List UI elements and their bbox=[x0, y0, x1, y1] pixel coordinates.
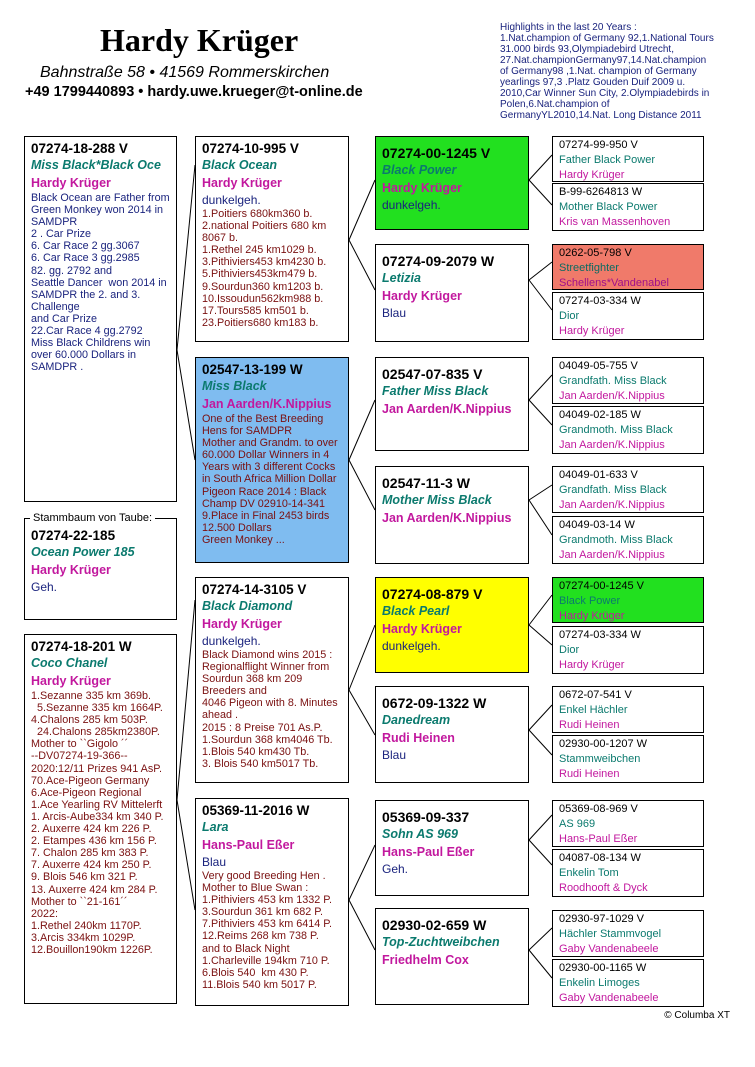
gen4-ring: 07274-03-334 W bbox=[559, 295, 641, 307]
gen4-name: Grandfath. Miss Black bbox=[559, 375, 667, 387]
gen3-box-5 bbox=[375, 577, 529, 673]
gen4-box-12 bbox=[552, 735, 704, 783]
gen4-ring: 04087-08-134 W bbox=[559, 852, 641, 864]
gen4-name: Dior bbox=[559, 644, 580, 656]
gen4-breeder: Jan Aarden/K.Nippius bbox=[559, 390, 665, 402]
gen3-name: Sohn AS 969 bbox=[382, 827, 458, 841]
gen3-box-8 bbox=[375, 908, 529, 1005]
gen4-box-7 bbox=[552, 466, 704, 513]
gen4-box-16 bbox=[552, 959, 704, 1007]
gen4-breeder: Schellens*Vandenabel bbox=[559, 277, 669, 289]
gen2-name: Black Ocean bbox=[202, 158, 278, 172]
gen4-name: Enkelin Limoges bbox=[559, 977, 640, 989]
gen3-name: Letizia bbox=[382, 271, 421, 285]
gen3-ring: 07274-08-879 V bbox=[382, 586, 483, 602]
gen3-name: Father Miss Black bbox=[382, 384, 489, 398]
gen2-ring: 05369-11-2016 W bbox=[202, 803, 310, 818]
gen3-box-7 bbox=[375, 800, 529, 896]
gen2-breeder: Hans-Paul Eßer bbox=[202, 838, 295, 852]
gen4-box-2 bbox=[552, 183, 704, 231]
gen4-name: Mother Black Power bbox=[559, 201, 658, 213]
sire-info: Black Ocean are Father from Green Monkey won 2014 in SAMDPR 2 . Car Prize 6. Car Race 2 gg.3067 6. Car Race 3 gg.2985 82. gg. 2792 and Seattle Dancer won 2014 in SAMDPR the 2. and 3. Challenge and Car Prize 22.Car Race 4 gg.2792 Miss Black Childrens win over 60.000 Dollars in SAMDPR . bbox=[31, 192, 170, 374]
gen3-ring: 02547-07-835 V bbox=[382, 366, 483, 382]
subject-box bbox=[24, 518, 177, 620]
gen4-name: Hächler Stammvogel bbox=[559, 928, 662, 940]
copyright-footer: © Columba XT bbox=[664, 1010, 730, 1021]
gen4-name: Stammweibchen bbox=[559, 753, 641, 765]
gen4-name: Streetfighter bbox=[559, 262, 619, 274]
gen2-name: Black Diamond bbox=[202, 599, 293, 613]
granddam-paternal-box bbox=[195, 357, 349, 563]
gen3-box-3 bbox=[375, 357, 529, 451]
gen4-breeder: Gaby Vandenabeele bbox=[559, 943, 659, 955]
gen3-name: Top-Zuchtweibchen bbox=[382, 935, 500, 949]
gen3-breeder: Jan Aarden/K.Nippius bbox=[382, 402, 512, 416]
dam-ring: 07274-18-201 W bbox=[31, 639, 132, 654]
gen2-breeder: Hardy Krüger bbox=[202, 617, 282, 631]
gen3-color: Blau bbox=[382, 748, 407, 762]
gen4-name: Father Black Power bbox=[559, 154, 655, 166]
gen2-name: Lara bbox=[202, 820, 229, 834]
gen4-ring: 04049-05-755 V bbox=[559, 360, 638, 372]
gen4-ring: 02930-00-1207 W bbox=[559, 738, 648, 750]
gen2-ring: 07274-14-3105 V bbox=[202, 582, 307, 597]
gen3-breeder: Jan Aarden/K.Nippius bbox=[382, 511, 512, 525]
gen4-name: Enkelin Tom bbox=[559, 867, 619, 879]
gen3-breeder: Rudi Heinen bbox=[382, 731, 455, 745]
gen4-name: Grandmoth. Miss Black bbox=[559, 424, 673, 436]
sire-ring: 07274-18-288 V bbox=[31, 141, 128, 156]
granddam-maternal-box bbox=[195, 798, 349, 1006]
gen4-ring: 02930-00-1165 W bbox=[559, 962, 647, 974]
gen4-name: Grandmoth. Miss Black bbox=[559, 534, 673, 546]
gen2-name: Miss Black bbox=[202, 379, 267, 393]
gen4-breeder: Hardy Krüger bbox=[559, 325, 625, 337]
gen4-name: AS 969 bbox=[559, 818, 596, 830]
breeder-address: Bahnstraße 58 • 41569 Rommerskirchen bbox=[40, 64, 330, 81]
gen4-ring: 07274-03-334 W bbox=[559, 629, 641, 641]
gen3-name: Danedream bbox=[382, 713, 451, 727]
gen4-breeder: Rudi Heinen bbox=[559, 768, 620, 780]
gen4-breeder: Hardy Krüger bbox=[559, 169, 625, 181]
gen4-box-15 bbox=[552, 910, 704, 957]
gen2-breeder: Jan Aarden/K.Nippius bbox=[202, 397, 332, 411]
subject-ring: 07274-22-185 bbox=[31, 528, 116, 543]
gen3-box-1 bbox=[375, 136, 529, 230]
dam-info: 1.Sezanne 335 km 369b. 5.Sezanne 335 km 1664P. 4.Chalons 285 km 503P. 24.Chalons 285km2380P. Mother to ``Gigolo ´´ --DV07274-19-366-- 2020:12/11 Prizes 941 AsP. 70.Ace-Pigeon Germany 6.Ace-Pigeon Regional 1.Ace Yearling RV Mittelerft 1. Arcis-Aube334 km 340 P. 2. Auxerre 424 km 226 P. 2. Etampes 436 km 156 P. 7. Chalon 285 km 383 P. 7. Auxerre 424 km 250 P. 9. Blois 546 km 321 P. 13. Auxerre 424 km 284 P. Mother to ``21-161´´ 2022: 1.Rethel 240km 1170P. 3.Arcis 334km 1029P. 12.Bouillon190km 1226P. bbox=[31, 690, 164, 956]
gen4-ring: 0262-05-798 V bbox=[559, 247, 632, 259]
dam-name: Coco Chanel bbox=[31, 656, 108, 670]
gen4-box-3 bbox=[552, 244, 704, 290]
gen3-color: Blau bbox=[382, 306, 407, 320]
gen2-color: dunkelgeh. bbox=[202, 193, 261, 207]
gen4-ring: 04049-03-14 W bbox=[559, 519, 635, 531]
gen2-info: 1.Poitiers 680km360 b. 2.national Poitiers 680 km 8067 b. 1.Rethel 245 km1029 b. 3.Pithiviers453 km4230 b. 5.Pithiviers453km479 b. 9.Sourdun360 km1203 b. 10.Issoudun562km988 b. 17.Tours585 km501 b. 23.Poitiers680 km183 b. bbox=[202, 208, 327, 329]
gen4-breeder: Jan Aarden/K.Nippius bbox=[559, 499, 665, 511]
gen4-breeder: Hans-Paul Eßer bbox=[559, 833, 638, 845]
gen4-ring: 0672-07-541 V bbox=[559, 689, 632, 701]
gen4-box-8 bbox=[552, 516, 704, 564]
gen4-ring: 04049-02-185 W bbox=[559, 409, 641, 421]
dam-box bbox=[24, 634, 177, 1004]
gen3-box-6 bbox=[375, 686, 529, 783]
gen4-breeder: Roodhooft & Dyck bbox=[559, 882, 648, 894]
gen3-breeder: Hans-Paul Eßer bbox=[382, 845, 475, 859]
gen3-ring: 05369-09-337 bbox=[382, 809, 470, 825]
gen3-breeder: Hardy Krüger bbox=[382, 289, 462, 303]
subject-color: Geh. bbox=[31, 580, 58, 594]
gen3-ring: 07274-00-1245 V bbox=[382, 145, 491, 161]
gen4-breeder: Jan Aarden/K.Nippius bbox=[559, 439, 665, 451]
gen4-ring: B-99-6264813 W bbox=[559, 186, 643, 198]
gen4-box-9 bbox=[552, 577, 704, 623]
gen4-breeder: Hardy Krüger bbox=[559, 659, 625, 671]
subject-name: Ocean Power 185 bbox=[31, 545, 135, 559]
gen2-ring: 02547-13-199 W bbox=[202, 362, 303, 377]
subject-breeder: Hardy Krüger bbox=[31, 563, 111, 577]
gen4-box-11 bbox=[552, 686, 704, 733]
breeder-name-title: Hardy Krüger bbox=[100, 22, 299, 58]
gen3-box-4 bbox=[375, 466, 529, 564]
gen2-info: One of the Best Breeding Hens for SAMDPR Mother and Grandm. to over 60.000 Dollar Winners in 4 Years with 3 different Cocks in South Africa Million Dollar Pigeon Race 2014 : Black Champ DV 02910-14-341 9.Place in Final 2453 birds 12.500 Dollars Green Monkey ... bbox=[202, 413, 338, 546]
sire-name: Miss Black*Black Oce bbox=[31, 158, 161, 172]
gen3-color: Geh. bbox=[382, 862, 409, 876]
gen4-box-13 bbox=[552, 800, 704, 847]
gen4-breeder: Gaby Vandenabeele bbox=[559, 992, 659, 1004]
gen2-info: Very good Breeding Hen . Mother to Blue Swan : 1.Pithiviers 453 km 1332 P. 3.Sourdun 361 km 682 P. 7.Pithiviers 453 km 6414 P. 12.Reims 268 km 738 P. and to Black Night 1.Charleville 194km 710 P. 6.Blois 540 km 430 P. 11.Blois 540 km 5017 P. bbox=[202, 870, 333, 991]
gen3-breeder: Hardy Krüger bbox=[382, 622, 462, 636]
gen2-color: dunkelgeh. bbox=[202, 634, 261, 648]
gen4-name: Grandfath. Miss Black bbox=[559, 484, 667, 496]
gen3-box-2 bbox=[375, 244, 529, 342]
gen4-box-14 bbox=[552, 849, 704, 897]
gen2-breeder: Hardy Krüger bbox=[202, 176, 282, 190]
gen4-ring: 07274-00-1245 V bbox=[559, 580, 645, 592]
breeder-contact: +49 1799440893 • hardy.uwe.krueger@t-online.de bbox=[25, 84, 363, 100]
gen4-ring: 04049-01-633 V bbox=[559, 469, 638, 481]
gen4-box-4 bbox=[552, 292, 704, 340]
gen4-breeder: Kris van Massenhoven bbox=[559, 216, 671, 228]
highlights-text: Highlights in the last 20 Years : 1.Nat.champion of Germany 92,1.National Tours 31.000 birds 93,Olympiadebird Utrecht, 27.Nat.championGermany97,14.Nat.champion of Germany98 ,1.Nat. champion of Germany yearlings 97,3 .Platz Gouden Duif 2009 u. 2010,Car Winner Sun City, 2.Olympiadebirds in Polen,6.Nat.champion of GermanyYL2010,14.Nat. Long Distance 2011 bbox=[500, 22, 714, 121]
gen3-name: Black Pearl bbox=[382, 604, 450, 618]
gen4-name: Enkel Hächler bbox=[559, 704, 628, 716]
gen4-box-10 bbox=[552, 626, 704, 674]
gen2-ring: 07274-10-995 V bbox=[202, 141, 299, 156]
gen3-name: Mother Miss Black bbox=[382, 493, 492, 507]
gen4-box-1 bbox=[552, 136, 704, 182]
gen3-color: dunkelgeh. bbox=[382, 639, 441, 653]
gen4-box-6 bbox=[552, 406, 704, 454]
grandsire-paternal-box bbox=[195, 136, 349, 342]
gen4-ring: 02930-97-1029 V bbox=[559, 913, 645, 925]
dam-breeder: Hardy Krüger bbox=[31, 674, 111, 688]
gen4-ring: 07274-99-950 V bbox=[559, 139, 638, 151]
gen4-ring: 05369-08-969 V bbox=[559, 803, 638, 815]
gen3-ring: 02930-02-659 W bbox=[382, 917, 487, 933]
gen4-breeder: Jan Aarden/K.Nippius bbox=[559, 549, 665, 561]
gen3-ring: 0672-09-1322 W bbox=[382, 695, 487, 711]
sire-box bbox=[24, 136, 177, 502]
sire-breeder: Hardy Krüger bbox=[31, 176, 111, 190]
grandsire-maternal-box bbox=[195, 577, 349, 783]
pedigree-label: Stammbaum von Taube: bbox=[30, 512, 155, 524]
gen4-breeder: Hardy Krüger bbox=[559, 610, 625, 622]
gen3-breeder: Friedhelm Cox bbox=[382, 953, 469, 967]
gen3-name: Black Power bbox=[382, 163, 457, 177]
gen3-ring: 02547-11-3 W bbox=[382, 475, 470, 491]
gen3-color: dunkelgeh. bbox=[382, 198, 441, 212]
gen4-breeder: Rudi Heinen bbox=[559, 719, 620, 731]
gen4-box-5 bbox=[552, 357, 704, 404]
gen2-color: Blau bbox=[202, 855, 227, 869]
gen4-name: Black Power bbox=[559, 595, 621, 607]
gen2-info: Black Diamond wins 2015 : Regionalflight Winner from Sourdun 368 km 209 Breeders and 4046 Pigeon with 8. Minutes ahead . 2015 : 8 Preise 701 As.P. 1.Sourdun 368 km4046 Tb. 1.Blois 540 km430 Tb. 3. Blois 540 km5017 Tb. bbox=[202, 649, 338, 770]
gen3-breeder: Hardy Krüger bbox=[382, 181, 462, 195]
gen3-ring: 07274-09-2079 W bbox=[382, 253, 495, 269]
gen4-name: Dior bbox=[559, 310, 580, 322]
